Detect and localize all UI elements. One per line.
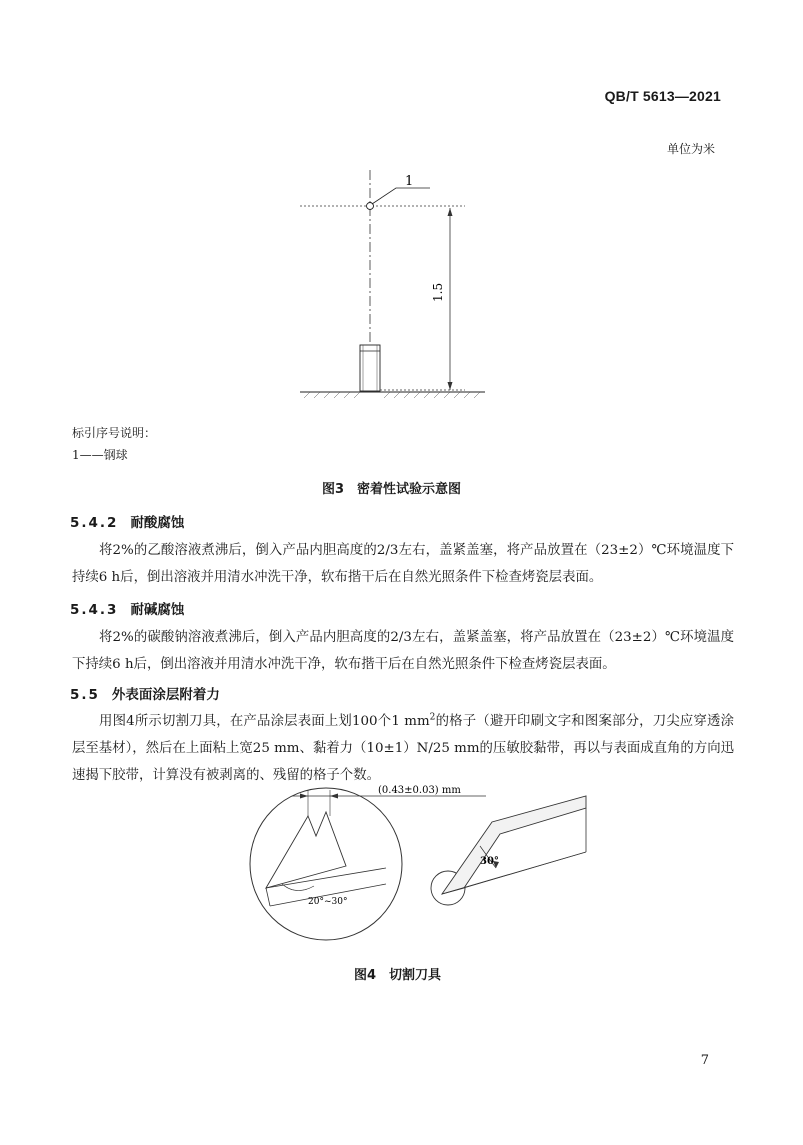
section-title: 耐酸腐蚀 xyxy=(130,515,185,531)
body-text-part1: 用图4所示切割刀具，在产品涂层表面上划100个1 mm xyxy=(99,714,430,729)
detail-circle xyxy=(250,788,402,940)
section-number: 5.5 xyxy=(70,687,100,703)
section-body-5-4-2: 将2%的乙酸溶液煮沸后，倒入产品内胆高度的2/3左右，盖紧盖塞，将产品放置在（23±2）℃环境温度下持续6 h后，倒出溶液并用清水冲洗干净，软布揩干后在自然光照条件下检查烤瓷层表面。 xyxy=(72,543,734,585)
blade-body xyxy=(442,796,586,894)
figure4-diagram xyxy=(236,776,596,956)
unit-note: 单位为米 xyxy=(666,142,715,156)
main-angle-label: 30° xyxy=(480,856,499,867)
page-number: 7 xyxy=(700,1053,709,1068)
section-number: 5.4.3 xyxy=(70,602,119,618)
section-title: 外表面涂层附着力 xyxy=(111,687,220,703)
legend-title: 标引序号说明： xyxy=(72,426,157,440)
standard-code: QB/T 5613—2021 xyxy=(604,88,721,104)
legend-item-steel-ball: 1——钢球 xyxy=(72,448,128,462)
width-dimension-label: (0.43±0.03) mm xyxy=(378,785,461,796)
detail-angle-arc xyxy=(282,884,314,891)
dimension-label: 1.5 xyxy=(431,282,445,302)
figure4-caption: 图4 切割刀具 xyxy=(354,968,442,983)
section-heading-5-4-2 xyxy=(70,511,184,531)
body-text-part2: 的格子（避开印刷文字和图案部分，刀尖应穿透涂层至基材），然后在上面粘上宽25 mm、黏着力（10±1）N/25 mm的压敏胶黏带，再以与表面成直角的方向迅速揭下胶带，计算没有被剥离的、残留的格子个数。 xyxy=(72,714,734,783)
figure3-diagram xyxy=(290,160,520,410)
dimension-arrow-bottom xyxy=(448,382,453,390)
section-heading-5-5 xyxy=(70,683,220,703)
dimension-arrow-top xyxy=(448,208,453,216)
detail-angle-label: 20°~30° xyxy=(308,897,348,907)
callout-number: 1 xyxy=(405,174,414,189)
section-heading-5-4-3 xyxy=(70,598,184,618)
superscript-2: 2 xyxy=(429,712,436,723)
callout-leader xyxy=(372,188,430,204)
section-title: 耐碱腐蚀 xyxy=(130,602,185,618)
section-number: 5.4.2 xyxy=(70,515,119,531)
figure3-caption: 图3 密着性试验示意图 xyxy=(322,482,462,497)
section-body-5-4-3: 将2%的碳酸钠溶液煮沸后，倒入产品内胆高度的2/3左右，盖紧盖塞，将产品放置在（23±2）℃环境温度下持续6 h后，倒出溶液并用清水冲洗干净，软布揩干后在自然光照条件下检查烤瓷层表面。 xyxy=(72,630,734,672)
